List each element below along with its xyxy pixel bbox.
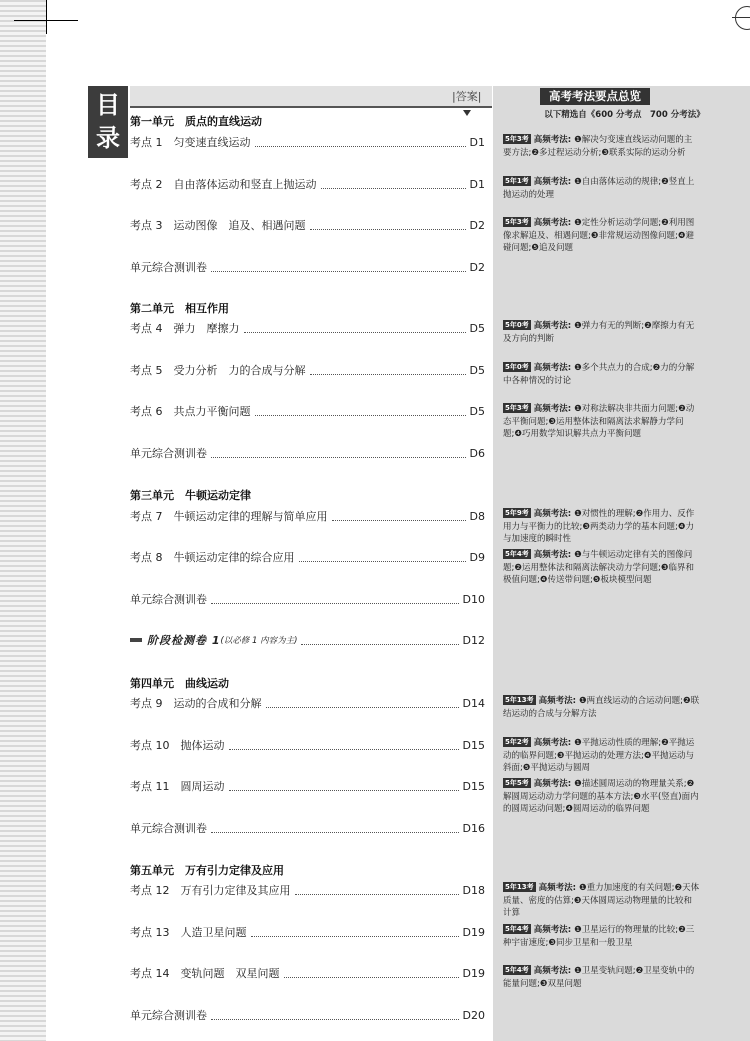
- toc-row[interactable]: [130, 1007, 485, 1023]
- toc-row-page: D15: [462, 738, 485, 752]
- toc-row[interactable]: [130, 403, 485, 419]
- note-lead: 高频考法:: [533, 321, 572, 331]
- frequency-badge: 5年4考: [505, 966, 529, 974]
- leader-dots: [284, 969, 459, 978]
- toc-row[interactable]: [130, 924, 485, 940]
- toc-row-label: 考点 12 万有引力定律及其应用: [130, 884, 291, 897]
- toc-row-page: D14: [462, 696, 485, 710]
- leader-dots: [229, 741, 459, 750]
- note-text: ❶重力加速度的有关问题;❷天体质量、密度的估算;❸天体圆周运动物理量的比较和计算: [503, 883, 700, 918]
- frequency-badge: 5年3考: [505, 135, 529, 143]
- unit-title: 第三单元 牛顿运动定律: [130, 489, 251, 502]
- method-note: [503, 965, 700, 990]
- toc-row-label: 单元综合测训卷: [130, 822, 207, 835]
- method-note: [503, 403, 700, 441]
- toc-row[interactable]: [130, 445, 485, 461]
- method-note: [503, 882, 700, 920]
- frequency-badge: 5年13考: [505, 883, 534, 891]
- leader-dots: [321, 180, 466, 189]
- method-note: [503, 737, 700, 775]
- crop-mark-vertical: [46, 0, 47, 34]
- note-lead: 高频考法:: [533, 550, 572, 560]
- leader-dots: [266, 699, 459, 708]
- toc-row-label: 考点 3 运动图像 追及、相遇问题: [130, 219, 306, 232]
- frequency-badge: 5年0考: [505, 321, 529, 329]
- toc-row-label: 单元综合测训卷: [130, 447, 207, 460]
- note-text: ❶解决匀变速直线运动问题的主要方法;❷多过程运动分析;❸联系实际的运动分析: [503, 135, 693, 158]
- toc-row-label: 单元综合测训卷: [130, 1009, 207, 1022]
- note-lead: 高频考法:: [533, 363, 572, 373]
- stage-bar-icon: [130, 638, 142, 642]
- frequency-badge: 5年4考: [505, 925, 529, 933]
- toc-row-label: 考点 7 牛顿运动定律的理解与简单应用: [130, 510, 328, 523]
- registration-mark-icon: [735, 6, 750, 30]
- frequency-badge: 5年9考: [505, 509, 529, 517]
- leader-dots: [295, 886, 459, 895]
- leader-dots: [211, 595, 459, 604]
- toc-row-label: 考点 8 牛顿运动定律的综合应用: [130, 551, 295, 564]
- toc-row[interactable]: [130, 737, 485, 753]
- toc-row[interactable]: [130, 591, 485, 607]
- note-lead: 高频考法:: [533, 177, 572, 187]
- toc-row-label: 考点 11 圆周运动: [130, 780, 225, 793]
- leader-dots: [299, 553, 466, 562]
- toc-row-page: D9: [469, 550, 485, 564]
- down-triangle-icon: [463, 110, 471, 116]
- toc-row-label: 考点 1 匀变速直线运动: [130, 136, 251, 149]
- toc-row-page: D16: [462, 821, 485, 835]
- toc-row-label: 单元综合测训卷: [130, 261, 207, 274]
- note-text: ❶与牛顿运动定律有关的图像问题;❷运用整体法和隔离法解决动力学问题;❸临界和极值问题;❹传送带问题;❺板块模型问题: [503, 550, 694, 585]
- toc-row-label: 考点 13 人造卫星问题: [130, 926, 247, 939]
- note-text: ❶对惯性的理解;❷作用力、反作用力与平衡力的比较;❸两类动力学的基本问题;❹力与加速度的瞬时性: [503, 509, 695, 544]
- note-lead: 高频考法:: [538, 883, 577, 893]
- toc-row[interactable]: [130, 965, 485, 981]
- leader-dots: [229, 782, 459, 791]
- toc-row[interactable]: [130, 695, 485, 711]
- toc-row-label: 考点 14 变轨问题 双星问题: [130, 967, 280, 980]
- leader-dots: [211, 263, 466, 272]
- frequency-badge: 5年3考: [505, 404, 529, 412]
- method-note: [503, 217, 700, 255]
- toc-row[interactable]: [130, 882, 485, 898]
- note-lead: 高频考法:: [533, 135, 572, 145]
- page-title: [88, 86, 128, 158]
- note-lead: 高频考法:: [533, 404, 572, 414]
- leader-dots: [301, 636, 458, 645]
- method-note: [503, 508, 700, 546]
- note-text: ❶卫星运行的物理量的比较;❷三种宇宙速度;❸同步卫星和一般卫星: [503, 925, 695, 948]
- note-lead: 高频考法:: [533, 738, 572, 748]
- stage-test-row[interactable]: [130, 632, 485, 648]
- note-lead: 高频考法:: [533, 779, 572, 789]
- unit-title: 第二单元 相互作用: [130, 302, 229, 315]
- toc-row-label: 考点 2 自由落体运动和竖直上抛运动: [130, 178, 317, 191]
- note-text: ❶弹力有无的判断;❷摩擦力有无及方向的判断: [503, 321, 695, 344]
- toc-row[interactable]: [130, 508, 485, 524]
- toc-row[interactable]: [130, 259, 485, 275]
- toc-row-page: D20: [462, 1008, 485, 1022]
- toc-row-page: D5: [469, 404, 485, 418]
- right-column-title: 高考考法要点总览: [540, 88, 650, 105]
- leader-dots: [211, 824, 459, 833]
- toc-row[interactable]: [130, 134, 485, 150]
- toc-row-page: D5: [469, 321, 485, 335]
- toc-row-label: 考点 4 弹力 摩擦力: [130, 322, 240, 335]
- leader-dots: [211, 449, 466, 458]
- frequency-badge: 5年4考: [505, 550, 529, 558]
- toc-row[interactable]: [130, 820, 485, 836]
- note-text: ❶两直线运动的合运动问题;❷联结运动的合成与分解方法: [503, 696, 700, 719]
- toc-row-page: D8: [469, 509, 485, 523]
- toc-row-page: D2: [469, 260, 485, 274]
- method-note: [503, 362, 700, 387]
- note-lead: 高频考法:: [533, 509, 572, 519]
- toc-row[interactable]: [130, 176, 485, 192]
- note-text: ❶自由落体运动的规律;❷竖直上抛运动的处理: [503, 177, 695, 200]
- right-column-subtitle: 以下精选自《600 分考点 700 分考法》: [544, 110, 705, 120]
- title-char-2: 录: [96, 124, 120, 152]
- toc-row[interactable]: [130, 778, 485, 794]
- leader-dots: [332, 512, 466, 521]
- unit-title: 第一单元 质点的直线运动: [130, 115, 262, 128]
- toc-row[interactable]: [130, 217, 485, 233]
- method-note: [503, 924, 700, 949]
- toc-row-page: D19: [462, 966, 485, 980]
- unit-title: 第四单元 曲线运动: [130, 677, 229, 690]
- leader-dots: [251, 928, 459, 937]
- leader-dots: [244, 324, 466, 333]
- toc-row-page: D18: [462, 883, 485, 897]
- toc-row-label: 考点 6 共点力平衡问题: [130, 405, 251, 418]
- toc-row-page: D1: [469, 177, 485, 191]
- toc-row-label: 单元综合测训卷: [130, 593, 207, 606]
- margin-stripes: [0, 0, 46, 1041]
- toc-row[interactable]: [130, 362, 485, 378]
- method-note: [503, 778, 700, 816]
- note-text: ❶平抛运动性质的理解;❷平抛运动的临界问题;❸平抛运动的处理方法;❹平抛运动与斜面;❺平抛运动与圆周: [503, 738, 695, 773]
- stage-note: (以必修 1 内容为主): [220, 636, 298, 646]
- note-lead: 高频考法:: [533, 218, 572, 228]
- frequency-badge: 5年5考: [505, 779, 529, 787]
- toc-row-label: 考点 5 受力分析 力的合成与分解: [130, 364, 306, 377]
- frequency-badge: 5年0考: [505, 363, 529, 371]
- toc-row-page: D10: [462, 592, 485, 606]
- title-char-1: 目: [96, 91, 120, 119]
- method-note: [503, 176, 700, 201]
- leader-dots: [255, 138, 466, 147]
- method-note: [503, 134, 700, 159]
- toc-row-page: D19: [462, 925, 485, 939]
- method-note: [503, 695, 700, 720]
- toc-row-page: D2: [469, 218, 485, 232]
- frequency-badge: 5年3考: [505, 218, 529, 226]
- unit-title: 第五单元 万有引力定律及应用: [130, 864, 284, 877]
- toc-row[interactable]: [130, 320, 485, 336]
- toc-row-label: 考点 10 抛体运动: [130, 739, 225, 752]
- toc-row-label: 考点 9 运动的合成和分解: [130, 697, 262, 710]
- toc-row-page: D1: [469, 135, 485, 149]
- leader-dots: [211, 1011, 459, 1020]
- frequency-badge: 5年13考: [505, 696, 534, 704]
- toc-row-page: D15: [462, 779, 485, 793]
- leader-dots: [310, 221, 466, 230]
- stage-page: D12: [462, 633, 485, 647]
- method-note: [503, 549, 700, 587]
- frequency-badge: 5年1考: [505, 177, 529, 185]
- leader-dots: [255, 407, 466, 416]
- note-text: ❶多个共点力的合成;❷力的分解中各种情况的讨论: [503, 363, 695, 386]
- frequency-badge: 5年2考: [505, 738, 529, 746]
- note-text: ❶描述圆周运动的物理量关系;❷解圆周运动动力学问题的基本方法;❸水平(竖直)面内的圆周运动问题;❹圆周运动的临界问题: [503, 779, 699, 814]
- note-text: ❶对称法解决非共面力问题;❷动态平衡问题;❸运用整体法和隔离法求解静力学问题;❹巧用数学知识解共点力平衡问题: [503, 404, 695, 439]
- leader-dots: [310, 366, 466, 375]
- answer-label: |答案|: [452, 90, 482, 103]
- toc-row-page: D5: [469, 363, 485, 377]
- toc-header-bar: [130, 86, 492, 108]
- method-note: [503, 320, 700, 345]
- note-text: ❶定性分析运动学问题;❷利用图像求解追及、相遇问题;❸非常规运动图像问题;❹避碰问题;❺追及问题: [503, 218, 695, 253]
- stage-title: 阶段检测卷 1: [147, 634, 221, 647]
- note-text: ❶卫星变轨问题;❷卫星变轨中的能量问题;❸双星问题: [503, 966, 695, 989]
- note-lead: 高频考法:: [533, 966, 572, 976]
- toc-row-page: D6: [469, 446, 485, 460]
- note-lead: 高频考法:: [538, 696, 577, 706]
- toc-row[interactable]: [130, 549, 485, 565]
- note-lead: 高频考法:: [533, 925, 572, 935]
